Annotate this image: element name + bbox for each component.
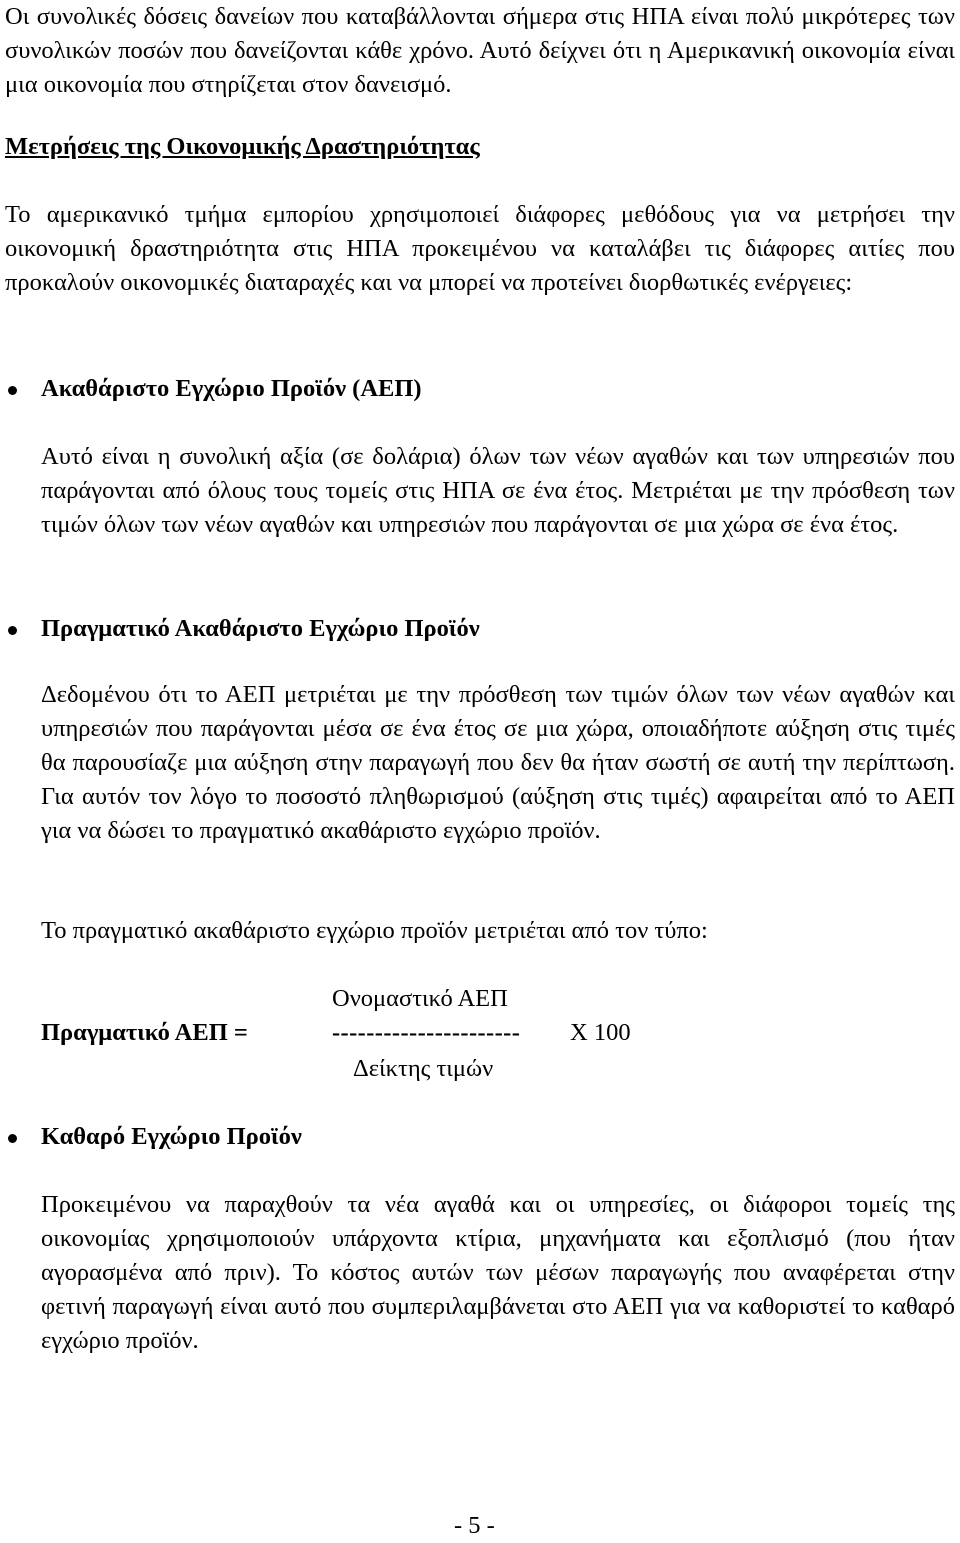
formula-fraction-bar: ---------------------- [332, 1019, 521, 1046]
real-gdp-title: Πραγματικό Ακαθάριστο Εγχώριο Προϊόν [41, 615, 480, 642]
ndp-title: Καθαρό Εγχώριο Προϊόν [41, 1123, 302, 1150]
real-gdp-paragraph: Δεδομένου ότι το ΑΕΠ μετριέται με την πρόσθεση των τιμών όλων των νέων αγαθών και υπηρεσιών που παράγονται μέσα σε ένα έτος σε μια χώρα, οποιαδήποτε αύξηση στις τιμές θα παρουσίαζε μια αύξηση στην παραγωγή που δεν θα ήταν σωστή σε αυτή την περίπτωση. Για αυτόν τον λόγο το ποσοστό πληθωρισμού (αύξηση στις τιμές) αφαιρείται από το ΑΕΠ για να δώσει το πραγματικό ακαθάριστο εγχώριο προϊόν. [41, 681, 955, 844]
formula-numerator: Ονομαστικό ΑΕΠ [332, 985, 508, 1012]
gdp-paragraph: Αυτό είναι η συνολική αξία (σε δολάρια) όλων των νέων αγαθών και των υπηρεσιών που παράγονται από όλους τους τομείς στις ΗΠΑ σε ένα έτος. Μετριέται με την πρόσθεση των τιμών όλων των νέων αγαθών και υπηρεσιών που παράγονται σε μια χώρα σε ένα έτος. [41, 443, 955, 538]
measures-paragraph: Το αμερικανικό τμήμα εμπορίου χρησιμοποιεί διάφορες μεθόδους για να μετρήσει την οικονομική δραστηριότητα στις ΗΠΑ προκειμένου να καταλάβει τις διάφορες αιτίες που προκαλούν οικονομικές διαταραχές και να μπορεί να προτείνει διορθωτικές ενέργειες: [5, 201, 955, 296]
section-heading: Μετρήσεις της Οικονομικής Δραστηριότητας [5, 133, 480, 160]
page-number: - 5 - [454, 1512, 495, 1539]
gdp-title: Ακαθάριστο Εγχώριο Προϊόν (ΑΕΠ) [41, 375, 422, 402]
formula-intro: Το πραγματικό ακαθάριστο εγχώριο προϊόν μετριέται από τον τύπο: [41, 917, 708, 944]
formula-multiplier: X 100 [570, 1019, 631, 1046]
intro-paragraph: Οι συνολικές δόσεις δανείων που καταβάλλονται σήμερα στις ΗΠΑ είναι πολύ μικρότερες των συνολικών ποσών που δανείζονται κάθε χρόνο. Αυτό δείχνει ότι η Αμερικανική οικονομία είναι μια οικονομία που στηρίζεται στον δανεισμό. [5, 3, 955, 98]
bullet-icon [8, 626, 17, 635]
ndp-paragraph: Προκειμένου να παραχθούν τα νέα αγαθά και οι υπηρεσίες, οι διάφοροι τομείς της οικονομίας χρησιμοποιούν υπάρχοντα κτίρια, μηχανήματα και εξοπλισμό (που ήταν αγορασμένα από πριν). Το κόστος αυτών των μέσων παραγωγής που αναφέρεται στην φετινή παραγωγή είναι αυτό που συμπεριλαμβάνεται στο ΑΕΠ για να καθοριστεί το καθαρό εγχώριο προϊόν. [41, 1191, 955, 1354]
formula-denominator: Δείκτης τιμών [353, 1055, 494, 1082]
formula-label: Πραγματικό ΑΕΠ = [41, 1019, 248, 1046]
bullet-icon [8, 1134, 17, 1143]
bullet-icon [8, 386, 17, 395]
